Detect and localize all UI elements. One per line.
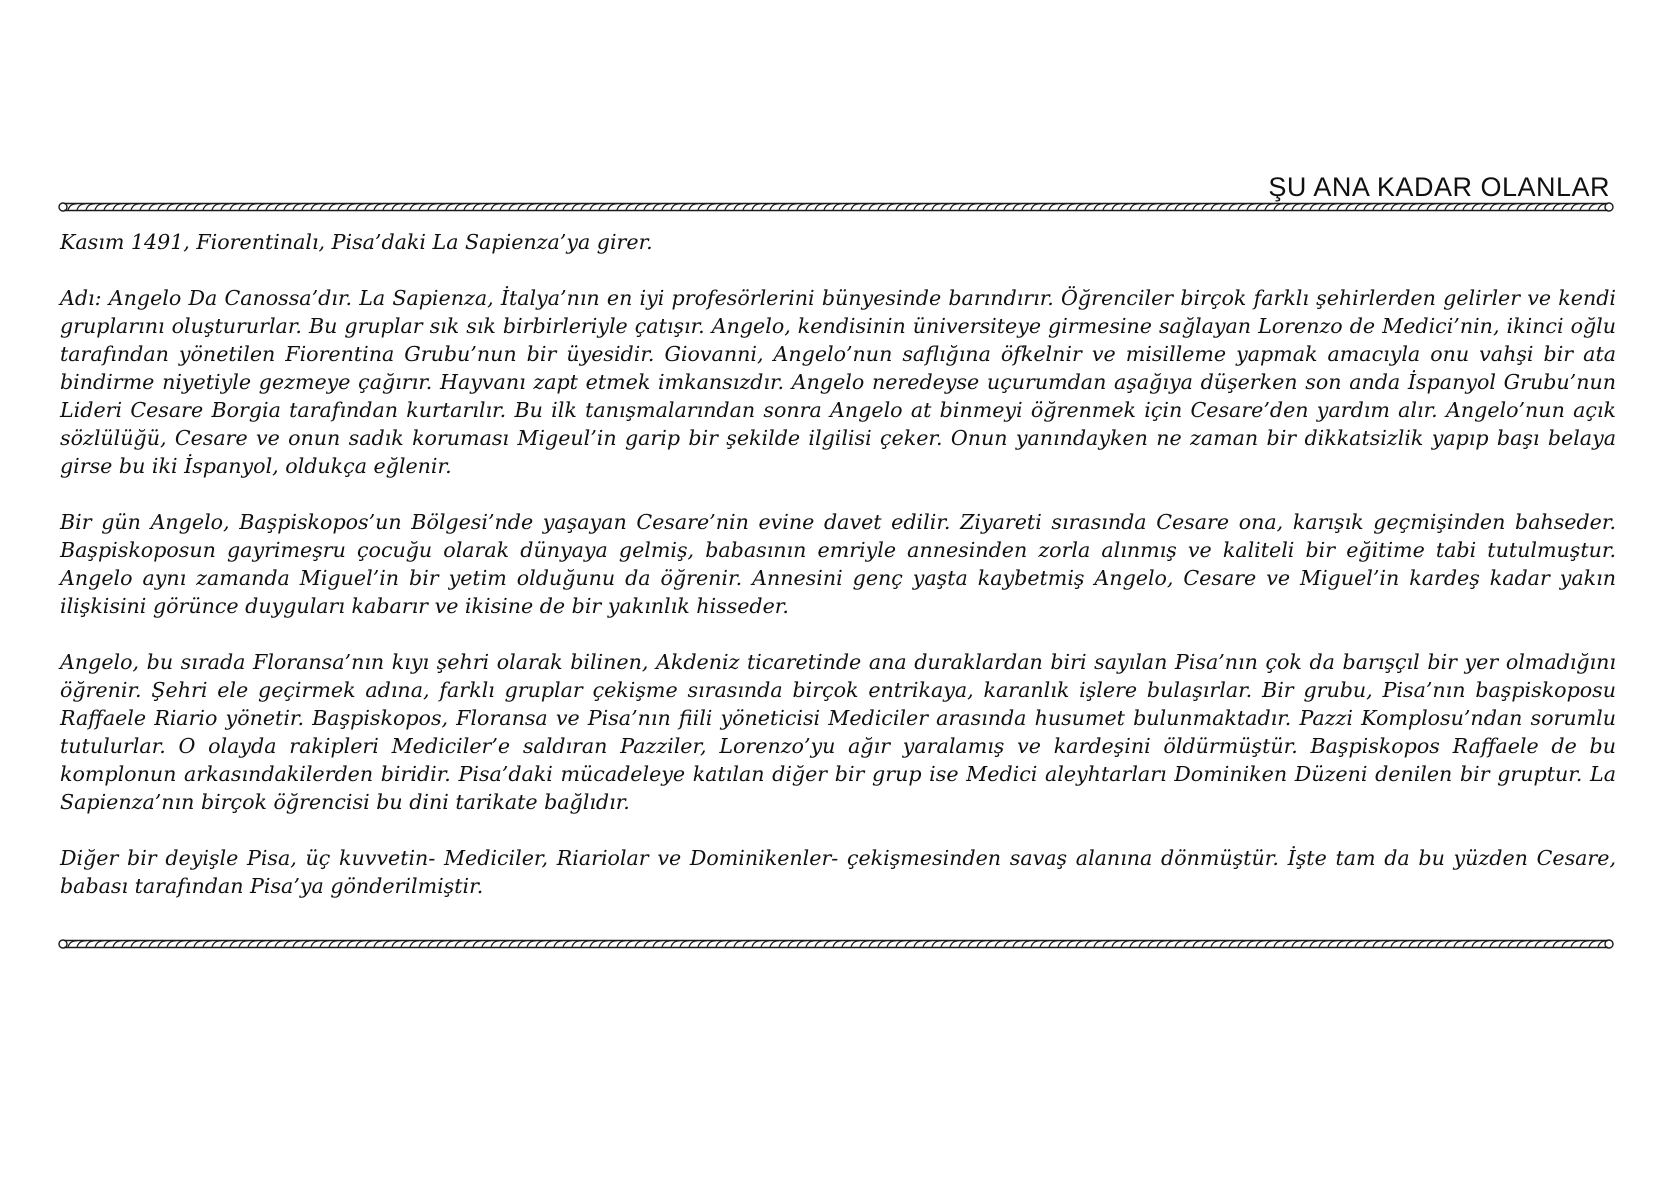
paragraph-4: Angelo, bu sırada Floransa’nın kıyı şehri olarak bilinen, Akdeniz ticaretinde ana duraklardan biri sayılan Pisa’nın çok da barışçıl bir yer olmadığını öğrenir. Şehri ele geçirmek adına, farklı gruplar çekişme sırasında birçok entrikaya, karanlık işlere bulaşırlar. Bir grubu, Pisa’nın başpiskoposu Raffaele Riario yönetir. Başpiskopos, Floransa ve Pisa’nın fiili yöneticisi Mediciler arasında husumet bulunmaktadır. Pazzi Komplosu’ndan sorumlu tutulurlar. O olayda rakipleri Mediciler’e saldıran Pazziler, Lorenzo’yu ağır yaralamış ve kardeşini öldürmüştür. Başpiskopos Raffaele de bu komplonun arkasındakilerden biridir. Pisa’daki mücadeleye katılan diğer bir grup ise Medici aleyhtarları Dominiken Düzeni denilen bir gruptur. La Sapienza’nın birçok öğrencisi bu dini tarikate bağlıdır. <box>60 650 1616 814</box>
ornamental-divider-top <box>58 200 1614 214</box>
paragraph-3: Bir gün Angelo, Başpiskopos’un Bölgesi’nde yaşayan Cesare’nin evine davet edilir. Ziyareti sırasında Cesare ona, karışık geçmişinden bahseder. Başpiskoposun gayrimeşru çocuğu olarak dünyaya gelmiş, babasının emriyle annesinden zorla alınmış ve kaliteli bir eğitime tabi tutulmuştur. Angelo aynı zamanda Miguel’in bir yetim olduğunu da öğrenir. Annesini genç yaşta kaybetmiş Angelo, Cesare ve Miguel’in kardeş kadar yakın ilişkisini görünce duyguları kabarır ve ikisine de bir yakınlık hisseder. <box>60 510 1616 618</box>
page-title: ŞU ANA KADAR OLANLAR <box>1268 172 1610 203</box>
ornamental-rule-top <box>58 200 1614 214</box>
paragraph-5: Diğer bir deyişle Pisa, üç kuvvetin- Mediciler, Riariolar ve Dominikenler- çekişmesinden savaş alanına dönmüştür. İşte tam da bu yüzden Cesare, babası tarafından Pisa’ya gönderilmiştir. <box>60 846 1616 898</box>
paragraph-2: Adı: Angelo Da Canossa’dır. La Sapienza, İtalya’nın en iyi profesörlerini bünyesinde barındırır. Öğrenciler birçok farklı şehirlerden gelirler ve kendi gruplarını oluştururlar. Bu gruplar sık sık birbirleriyle çatışır. Angelo, kendisinin üniversiteye girmesine sağlayan Lorenzo de Medici’nin, ikinci oğlu tarafından yönetilen Fiorentina Grubu’nun bir üyesidir. Giovanni, Angelo’nun saflığına öfkelnir ve misilleme yapmak amacıyla onu vahşi bir ata bindirme niyetiyle gezmeye çağırır. Hayvanı zapt etmek imkansızdır. Angelo neredeyse uçurumdan aşağıya düşerken son anda İspanyol Grubu’nun Lideri Cesare Borgia tarafından kurtarılır. Bu ilk tanışmalarından sonra Angelo at binmeyi öğrenmek için Cesare’den yardım alır. Angelo’nun açık sözlülüğü, Cesare ve onun sadık koruması Migeul’in garip bir şekilde ilgilisi çeker. Onun yanındayken ne zaman bir dikkatsizlik yapıp başı belaya girse bu iki İspanyol, oldukça eğlenir. <box>60 286 1616 478</box>
ornamental-rule-bottom <box>58 937 1614 951</box>
ornamental-divider-bottom <box>58 937 1614 951</box>
paragraph-1: Kasım 1491, Fiorentinalı, Pisa’daki La Sapienza’ya girer. <box>60 230 653 254</box>
summary-text <box>60 228 1616 928</box>
